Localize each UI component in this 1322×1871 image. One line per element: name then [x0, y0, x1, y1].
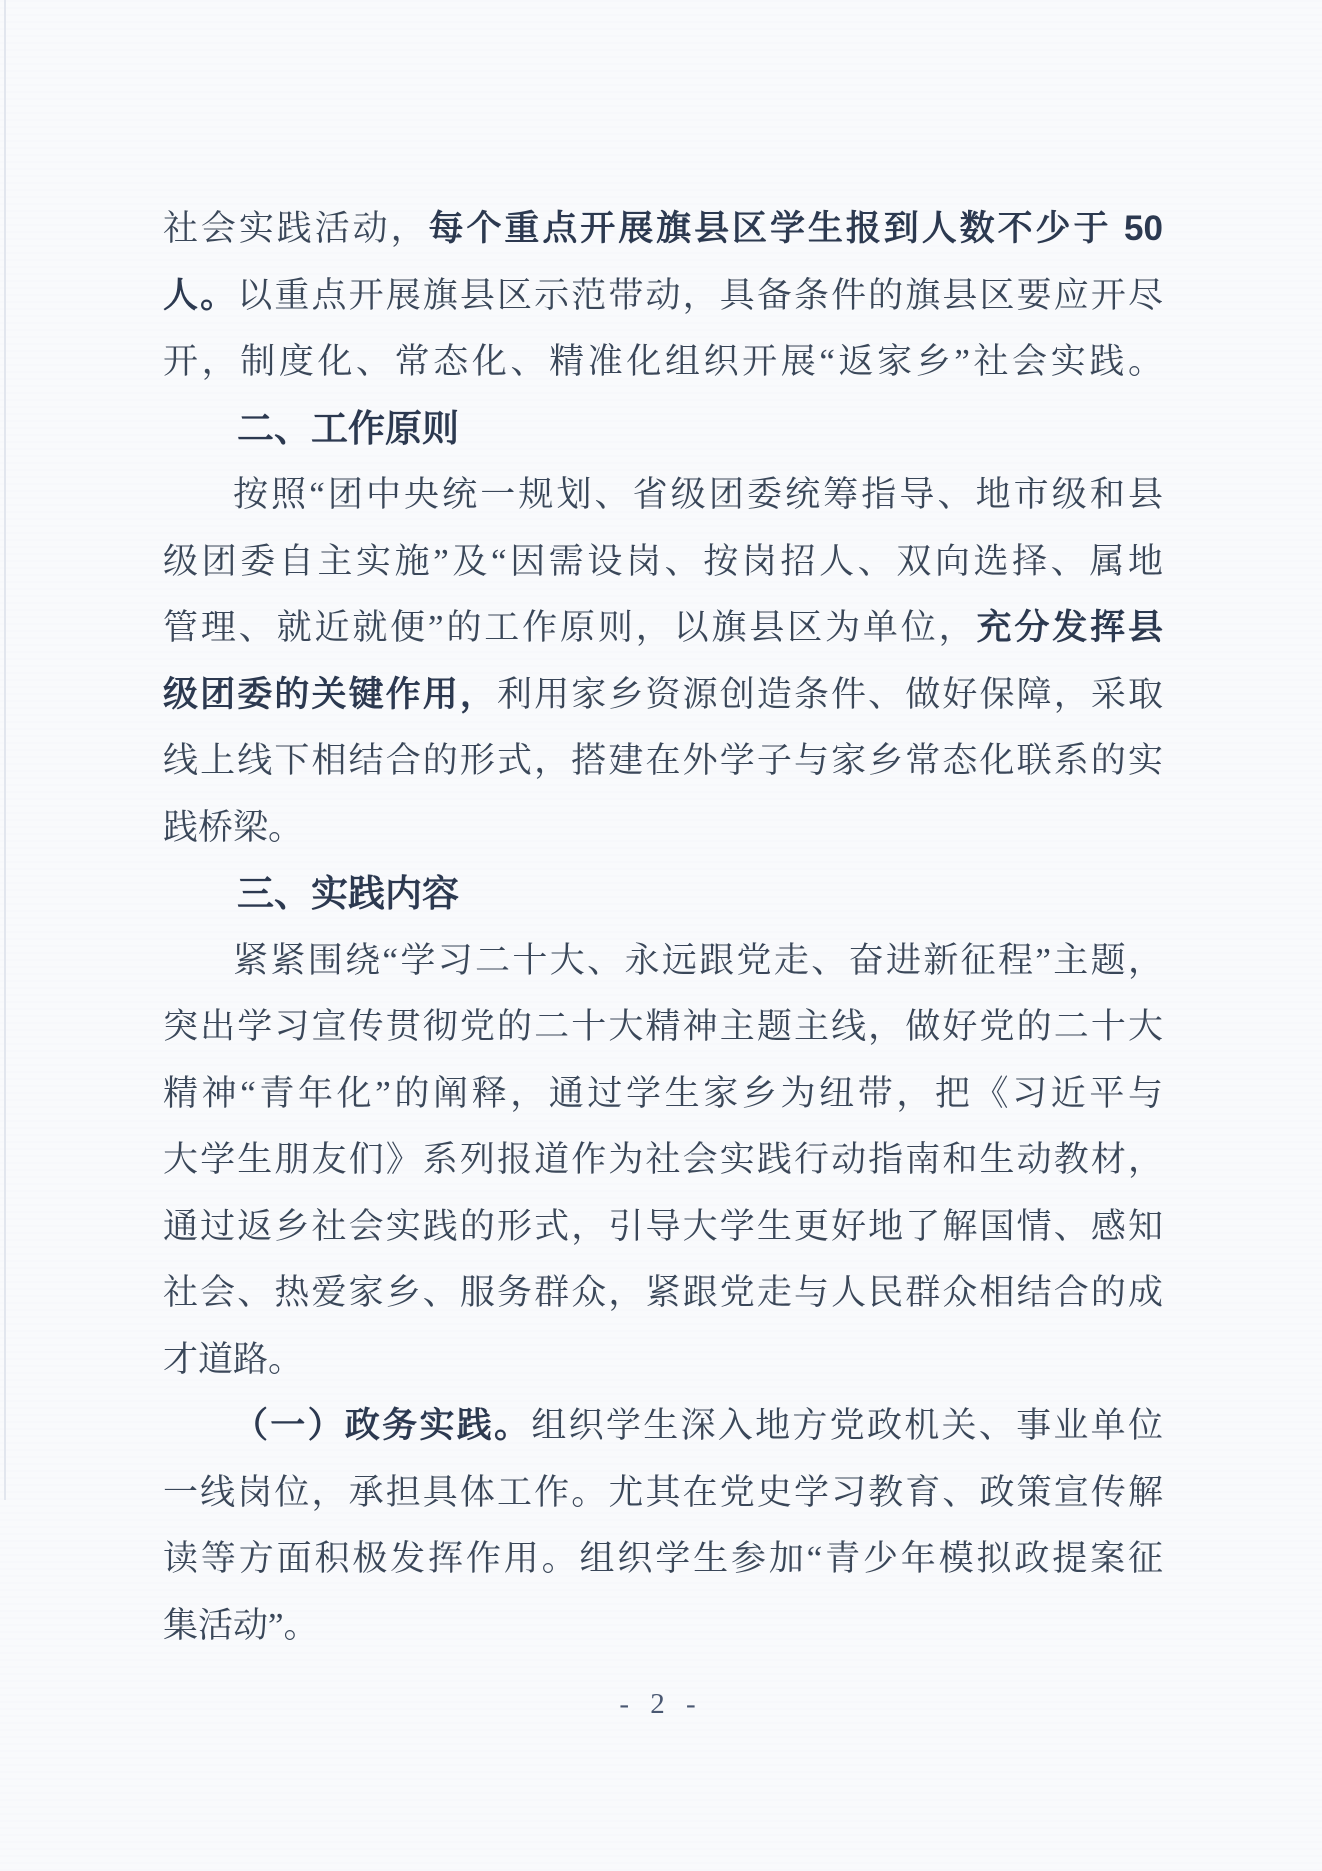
text-run: 按照“团中央统一规划、省级团委统筹指导、地市级和县 [233, 475, 1163, 514]
text-run: 线上线下相结合的形式，搭建在外学子与家乡常态化联系的实 [163, 741, 1163, 780]
document-body [163, 196, 1163, 1659]
text-run: 才道路。 [163, 1339, 304, 1379]
text-line [163, 329, 1163, 396]
text-run: 精神“青年化”的阐释，通过学生家乡为纽带，把《习近平与 [163, 1073, 1163, 1113]
text-line [163, 662, 1163, 729]
text-run: 社会、热爱家乡、服务群众，紧跟党走与人民群众相结合的成 [163, 1273, 1163, 1312]
text-line [163, 994, 1163, 1061]
bold-text-run: 人。 [163, 275, 238, 315]
text-line [163, 1127, 1163, 1194]
text-line [163, 1194, 1163, 1261]
scan-edge-artifact [4, 0, 6, 1500]
heading-line [163, 396, 1163, 463]
bold-text-run: 二、工作原则 [237, 407, 459, 449]
text-line [163, 1526, 1163, 1593]
bold-text-run: （一）政务实践。 [233, 1406, 532, 1445]
text-line [163, 1460, 1163, 1527]
text-line [163, 1327, 1163, 1394]
heading-line [163, 861, 1163, 928]
text-line [163, 928, 1163, 995]
text-run: 集活动”。 [163, 1605, 319, 1645]
text-line [163, 263, 1163, 330]
text-line [163, 795, 1163, 862]
text-line [163, 1260, 1163, 1327]
text-line [163, 1593, 1163, 1660]
text-line [163, 1061, 1163, 1128]
bold-text-run: 充分发挥县 [976, 608, 1163, 647]
text-run: 组织学生深入地方党政机关、事业单位 [531, 1406, 1163, 1445]
text-run: 大学生朋友们》系列报道作为社会实践行动指南和生动教材， [163, 1140, 1163, 1179]
text-run: 开，制度化、常态化、精准化组织开展“返家乡”社会实践。 [163, 342, 1163, 381]
text-run: 读等方面积极发挥作用。组织学生参加“青少年模拟政提案征 [163, 1539, 1163, 1578]
bold-text-run: 三、实践内容 [237, 873, 459, 914]
text-run: 级团委自主实施”及“因需设岗、按岗招人、双向选择、属地 [163, 541, 1163, 581]
text-line [163, 462, 1163, 529]
text-line [163, 196, 1163, 263]
text-run: 利用家乡资源创造条件、做好保障，采取 [497, 674, 1163, 714]
text-line [163, 728, 1163, 795]
text-run: 突出学习宣传贯彻党的二十大精神主题主线，做好党的二十大 [163, 1007, 1163, 1046]
text-run: 紧紧围绕“学习二十大、永远跟党走、奋进新征程”主题， [233, 940, 1163, 980]
text-run: 管理、就近就便”的工作原则，以旗县区为单位， [163, 608, 977, 647]
text-line [163, 529, 1163, 596]
text-run: 践桥梁。 [163, 807, 304, 847]
text-line [163, 595, 1163, 662]
bold-text-run: 每个重点开展旗县区学生报到人数不少于 50 [428, 209, 1163, 248]
text-run: 通过返乡社会实践的形式，引导大学生更好地了解国情、感知 [163, 1206, 1163, 1246]
bold-text-run: 级团委的关键作用， [163, 674, 498, 714]
page-number: - 2 - [619, 1688, 703, 1720]
text-run: 一线岗位，承担具体工作。尤其在党史学习教育、政策宣传解 [163, 1472, 1163, 1512]
text-run: 社会实践活动， [163, 209, 429, 248]
text-run: 以重点开展旗县区示范带动，具备条件的旗县区要应开尽 [237, 275, 1163, 315]
text-line [163, 1393, 1163, 1460]
